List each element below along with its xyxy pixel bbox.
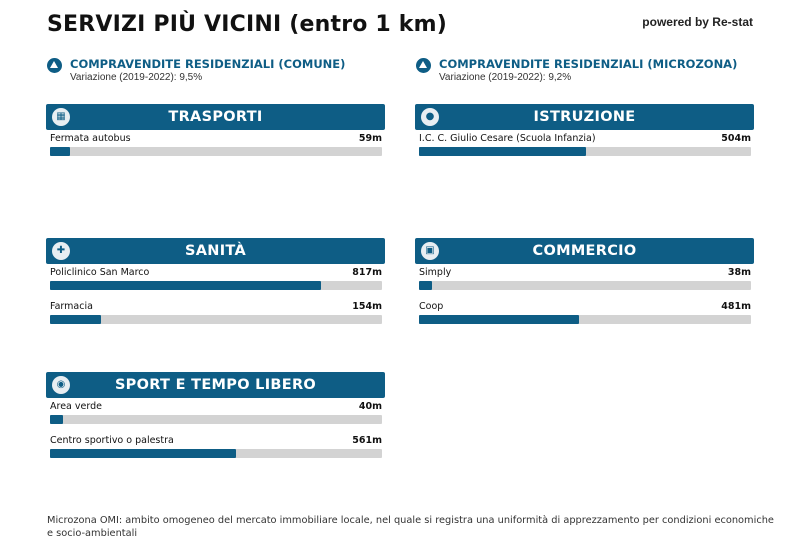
trend-title: COMPRAVENDITE RESIDENZIALI (COMUNE) — [70, 57, 346, 71]
distance-bar-fill — [50, 415, 63, 424]
section-trasporti — [46, 104, 385, 164]
section-istruzione — [415, 104, 754, 164]
section-title: SPORT E TEMPO LIBERO — [114, 377, 317, 393]
service-name: Coop — [419, 301, 444, 312]
bus-icon: ▦ — [52, 108, 70, 126]
service-distance: 561m — [352, 435, 382, 446]
section-header — [415, 104, 754, 130]
distance-bar-fill — [50, 315, 101, 324]
distance-bar-fill — [50, 449, 236, 458]
section-commercio — [415, 238, 754, 332]
section-title: TRASPORTI — [168, 109, 263, 125]
service-distance: 817m — [352, 267, 382, 278]
service-name: Fermata autobus — [50, 133, 131, 144]
section-header — [415, 238, 754, 264]
distance-bar-fill — [50, 281, 321, 290]
section-header — [46, 238, 385, 264]
list-item — [419, 264, 751, 298]
list-item — [50, 298, 382, 332]
distance-bar-fill — [419, 315, 579, 324]
service-name: Area verde — [50, 401, 102, 412]
section-title: ISTRUZIONE — [533, 109, 636, 125]
section-title: SANITÀ — [185, 243, 246, 259]
list-item — [50, 398, 382, 432]
trend-variation: Variazione (2019-2022): 9,5% — [70, 72, 203, 83]
section-title: COMMERCIO — [532, 243, 637, 259]
distance-bar — [419, 281, 751, 290]
distance-bar-fill — [50, 147, 70, 156]
distance-bar — [50, 449, 382, 458]
distance-bar — [419, 147, 751, 156]
service-distance: 154m — [352, 301, 382, 312]
triangle-up-icon — [47, 58, 62, 73]
service-name: Farmacia — [50, 301, 93, 312]
distance-bar — [50, 281, 382, 290]
service-distance: 38m — [727, 267, 751, 278]
distance-bar — [50, 315, 382, 324]
distance-bar-fill — [419, 147, 586, 156]
distance-bar-fill — [419, 281, 432, 290]
triangle-up-icon — [416, 58, 431, 73]
section-sanita — [46, 238, 385, 332]
service-distance: 481m — [721, 301, 751, 312]
list-item — [50, 432, 382, 466]
list-item — [419, 298, 751, 332]
service-name: Centro sportivo o palestra — [50, 435, 174, 446]
section-header — [46, 104, 385, 130]
service-name: Policlinico San Marco — [50, 267, 150, 278]
school-icon: ● — [421, 108, 439, 126]
service-name: I.C. C. Giulio Cesare (Scuola Infanzia) — [419, 133, 596, 144]
list-item — [50, 264, 382, 298]
page-title: SERVIZI PIÙ VICINI (entro 1 km) — [47, 12, 448, 37]
powered-by-label: powered by Re-stat — [642, 15, 753, 29]
distance-bar — [50, 147, 382, 156]
service-distance: 40m — [358, 401, 382, 412]
hospital-icon: ✚ — [52, 242, 70, 260]
list-item — [419, 130, 751, 164]
section-header — [46, 372, 385, 398]
trend-title: COMPRAVENDITE RESIDENZIALI (MICROZONA) — [439, 57, 738, 71]
service-name: Simply — [419, 267, 452, 278]
cart-icon: ▣ — [421, 242, 439, 260]
service-distance: 59m — [358, 133, 382, 144]
distance-bar — [419, 315, 751, 324]
distance-bar — [50, 415, 382, 424]
tennis-icon: ◉ — [52, 376, 70, 394]
service-distance: 504m — [721, 133, 751, 144]
section-sport — [46, 372, 385, 466]
trend-variation: Variazione (2019-2022): 9,2% — [439, 72, 572, 83]
list-item — [50, 130, 382, 164]
footnote: Microzona OMI: ambito omogeneo del mercato immobiliare locale, nel quale si registra una uniformità di apprezzamento per condizioni economiche e socio-ambientali — [47, 515, 774, 539]
